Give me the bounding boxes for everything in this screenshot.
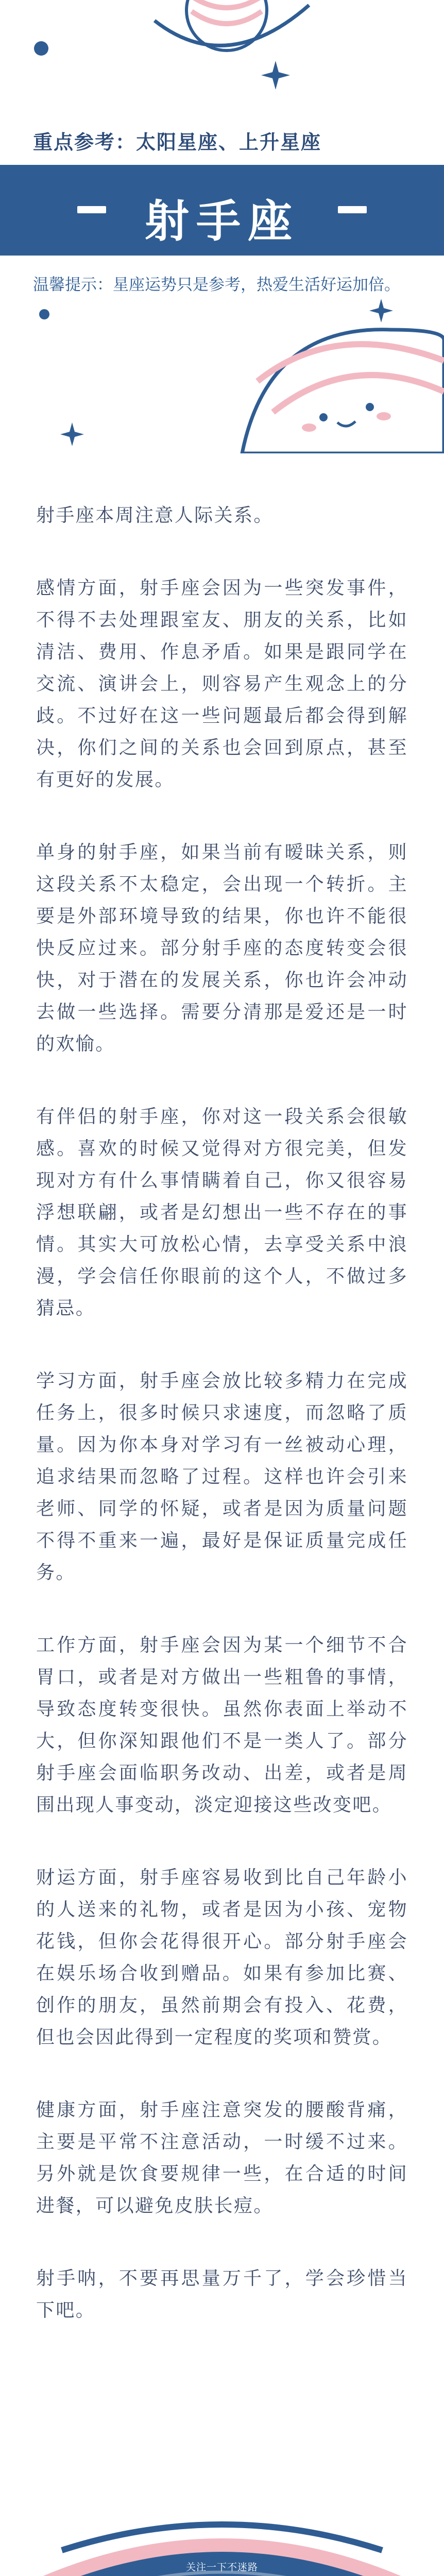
reminder-tip: 温馨提示：星座运势只是参考，热爱生活好运加倍。 bbox=[33, 276, 400, 294]
cute-planet-character-icon bbox=[242, 330, 444, 453]
dot-icon bbox=[34, 41, 48, 56]
title-dash-right bbox=[338, 206, 367, 213]
paragraph: 单身的射手座，如果当前有暧昧关系，则这段关系不太稳定，会出现一个转折。主要是外部环境导致的结果，你也许不能很快反应过来。部分射手座的态度转变会很快，对于潜在的发展关系，你也许会冲动去做一些选择。需要分清那是爱还是一时的欢愉。 bbox=[36, 842, 408, 1055]
paragraph: 健康方面，射手座注意突发的腰酸背痛，主要是平常不注意活动，一时缓不过来。另外就是饮食要规律一些，在合适的时间进餐，可以避免皮肤长痘。 bbox=[36, 2099, 408, 2216]
paragraph: 工作方面，射手座会因为某一个细节不合胃口，或者是对方做出一些粗鲁的事情，导致态度转变很快。虽然你表面上举动不大，但你深知跟他们不是一类人了。部分射手座会面临职务改动、出差，或者是周围出现人事变动，淡定迎接这些改变吧。 bbox=[36, 1635, 408, 1816]
dot-icon bbox=[39, 309, 49, 319]
title-banner bbox=[0, 165, 444, 256]
sparkle-icon bbox=[261, 61, 290, 90]
paragraph: 学习方面，射手座会放比较多精力在完成任务上，很多时候只求速度，而忽略了质量。因为你本身对学习有一丝被动心理，追求结果而忽略了过程。这样也许会引来老师、同学的怀疑，或者是因为质量问题不得不重来一遍，最好是保证质量完成任务。 bbox=[36, 1370, 408, 1583]
paragraph: 感情方面，射手座会因为一些突发事件，不得不去处理跟室友、朋友的关系，比如清洁、费用、作息矛盾。如果是跟同学在交流、演讲会上，则容易产生观念上的分歧。不过好在这一些问题最后都会得到解决，你们之间的关系也会回到原点，甚至有更好的发展。 bbox=[36, 578, 408, 790]
paragraph: 射手座本周注意人际关系。 bbox=[36, 505, 274, 526]
paragraph: 有伴侣的射手座，你对这一段关系会很敏感。喜欢的时候又觉得对方很完美，但发现对方有什么事情瞒着自己，你又很容易浮想联翩，或者是幻想出一些不存在的事情。其实大可放松心情，去享受关系中浪漫，学会信任你眼前的这个人，不做过多猜忌。 bbox=[36, 1106, 408, 1319]
header bbox=[0, 0, 444, 453]
article-body bbox=[36, 500, 408, 2367]
sparkle-icon bbox=[60, 422, 84, 446]
reference-subtitle: 重点参考：太阳星座、上升星座 bbox=[33, 131, 322, 154]
qr-caption-top: 关注一下不迷路 bbox=[185, 2562, 258, 2573]
paragraph: 射手呐，不要再思量万千了，学会珍惜当下吧。 bbox=[36, 2268, 408, 2321]
paragraph: 财运方面，射手座容易收到比自己年龄小的人送来的礼物，或者是因为小孩、宠物花钱，但你会花得很开心。部分射手座会在娱乐场合收到赠品。如果有参加比赛、创作的朋友，虽然前期会有投入、花费，但也会因此得到一定程度的奖项和赞赏。 bbox=[36, 1867, 408, 2048]
planet-top-icon bbox=[155, 0, 309, 50]
sparkle-icon bbox=[369, 299, 393, 323]
page-title: 射手座 bbox=[145, 196, 299, 247]
